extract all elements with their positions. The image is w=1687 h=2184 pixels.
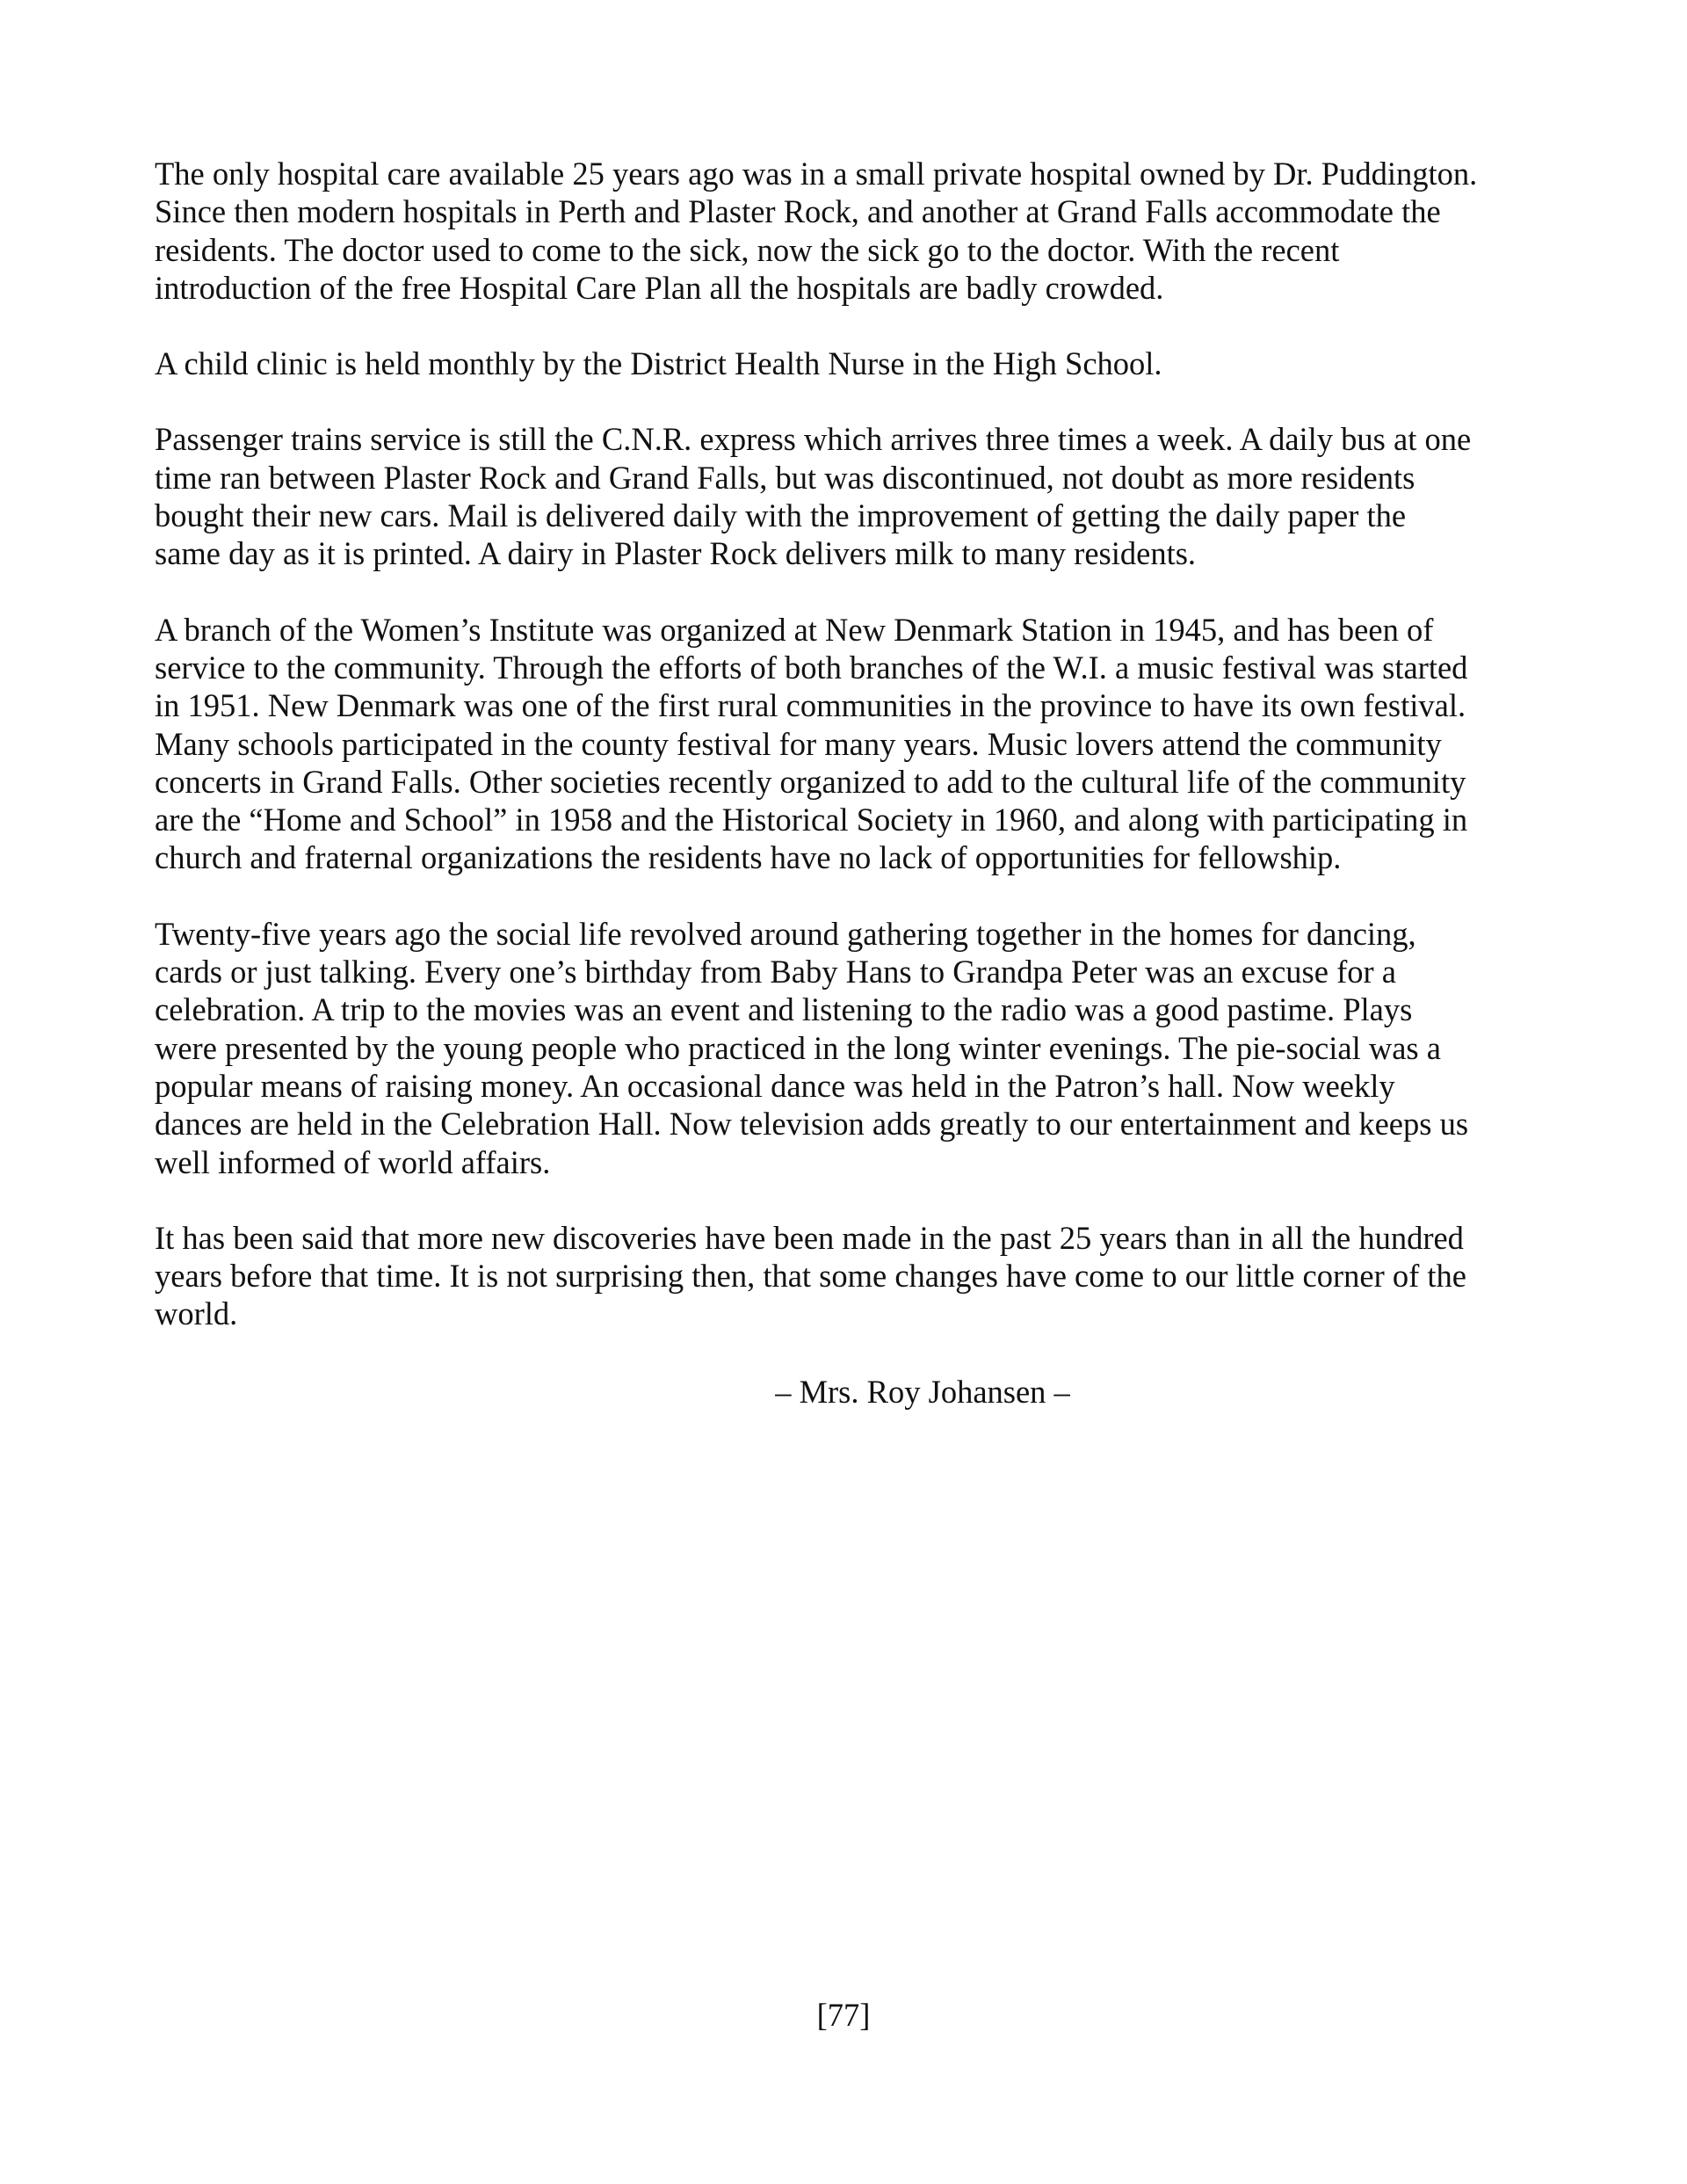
text-line: It has been said that more new discoveries have been made in the past 25 years than in all the hundred xyxy=(155,1219,1464,1256)
text-line: church and fraternal organizations the residents have no lack of opportunities for fellowship. xyxy=(155,839,1342,876)
text-line: introduction of the free Hospital Care Plan all the hospitals are badly crowded. xyxy=(155,269,1164,306)
text-line: concerts in Grand Falls. Other societies recently organized to add to the cultural life of the community xyxy=(155,763,1466,800)
text-line: world. xyxy=(155,1295,238,1332)
author-signature: – Mrs. Roy Johansen – xyxy=(775,1374,1070,1410)
text-line: were presented by the young people who practiced in the long winter evenings. The pie-social was a xyxy=(155,1029,1441,1066)
text-line: well informed of world affairs. xyxy=(155,1143,551,1180)
text-line: A child clinic is held monthly by the District Health Nurse in the High School. xyxy=(155,345,1162,382)
body-text xyxy=(155,155,1534,1371)
text-line: residents. The doctor used to come to the sick, now the sick go to the doctor. With the recent xyxy=(155,231,1340,268)
text-line: Twenty-five years ago the social life revolved around gathering together in the homes for dancing, xyxy=(155,915,1416,952)
text-line: time ran between Plaster Rock and Grand Falls, but was discontinued, not doubt as more residents xyxy=(155,459,1415,496)
paragraph-transport-mail xyxy=(155,420,1534,572)
paragraph-hospital-care xyxy=(155,155,1534,307)
paragraph-womens-institute xyxy=(155,611,1534,877)
text-line: are the “Home and School” in 1958 and the Historical Society in 1960, and along with participating in xyxy=(155,802,1468,838)
text-line: same day as it is printed. A dairy in Plaster Rock delivers milk to many residents. xyxy=(155,535,1197,572)
paragraph-social-life xyxy=(155,915,1534,1181)
page-number: [77] xyxy=(816,1997,871,2033)
text-line: cards or just talking. Every one’s birthday from Baby Hans to Grandpa Peter was an excuse for a xyxy=(155,954,1396,990)
text-line: A branch of the Women’s Institute was organized at New Denmark Station in 1945, and has been of xyxy=(155,611,1434,648)
text-line: in 1951. New Denmark was one of the first rural communities in the province to have its own festival. xyxy=(155,687,1466,724)
text-line: Many schools participated in the county festival for many years. Music lovers attend the community xyxy=(155,725,1442,762)
text-line: celebration. A trip to the movies was an event and listening to the radio was a good pastime. Plays xyxy=(155,991,1413,1028)
text-line: popular means of raising money. An occasional dance was held in the Patron’s hall. Now weekly xyxy=(155,1067,1395,1104)
text-line: dances are held in the Celebration Hall. Now television adds greatly to our entertainment and keeps us xyxy=(155,1106,1469,1143)
text-line: bought their new cars. Mail is delivered daily with the improvement of getting the daily paper the xyxy=(155,497,1407,534)
paragraph-child-clinic xyxy=(155,345,1534,382)
text-line: Since then modern hospitals in Perth and Plaster Rock, and another at Grand Falls accommodate the xyxy=(155,193,1441,230)
paragraph-closing xyxy=(155,1219,1534,1333)
text-line: service to the community. Through the efforts of both branches of the W.I. a music festival was started xyxy=(155,649,1468,686)
text-line: Passenger trains service is still the C.N.R. express which arrives three times a week. A daily bus at one xyxy=(155,421,1472,458)
text-line: years before that time. It is not surprising then, that some changes have come to our little corner of the xyxy=(155,1258,1467,1295)
text-line: The only hospital care available 25 years ago was in a small private hospital owned by Dr. Puddington. xyxy=(155,156,1478,192)
